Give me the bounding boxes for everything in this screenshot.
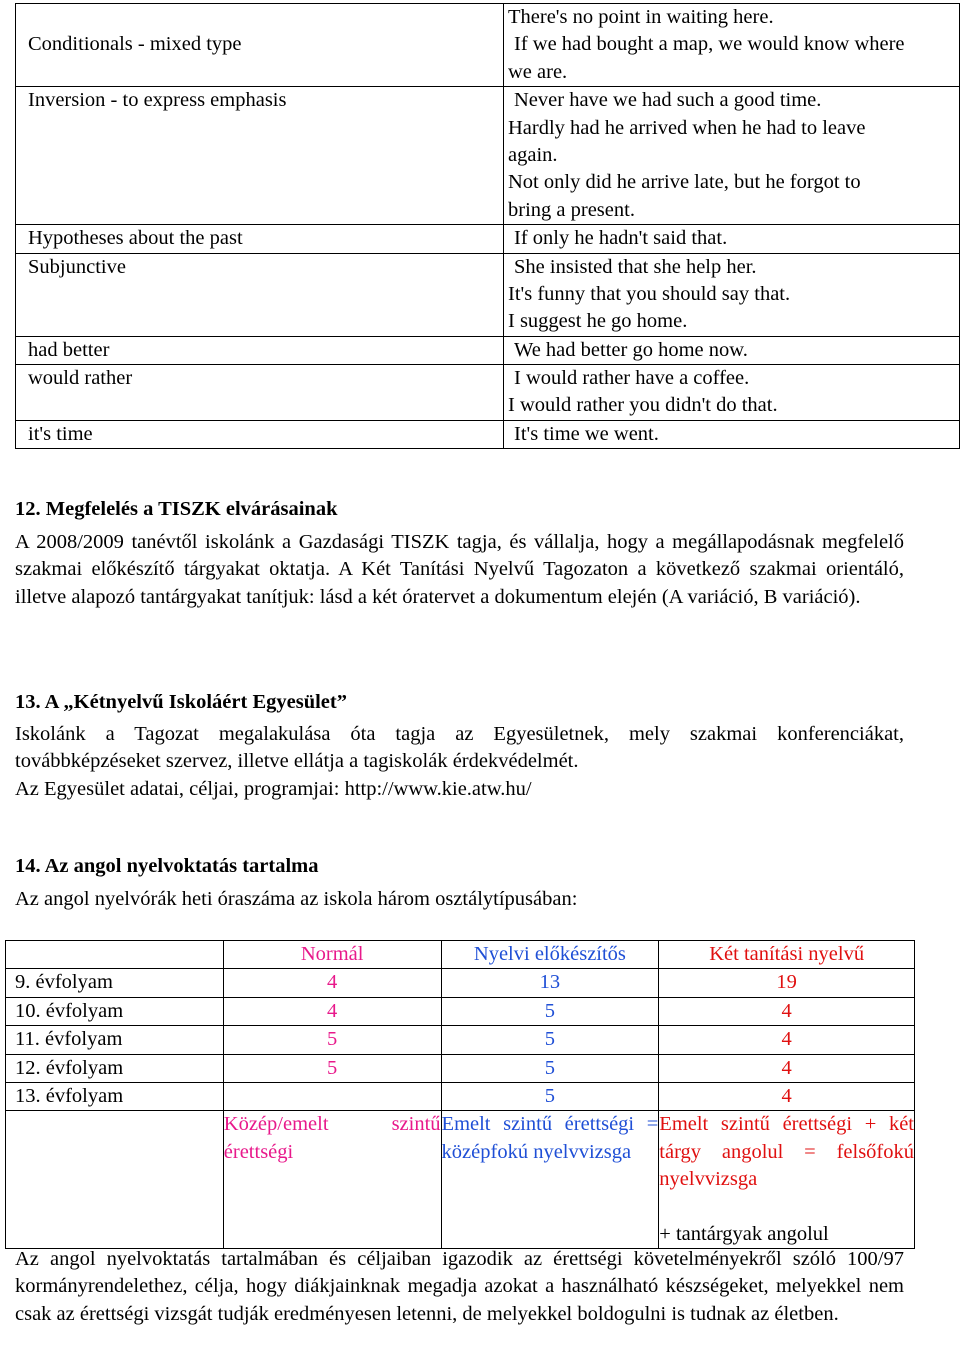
grammar-topic-cell [16,225,504,253]
hours-normal-value [223,1083,441,1111]
note-normal: Közép/emelt szintű érettségi [223,1111,441,1249]
hours-row-label: 11. évfolyam [6,1026,224,1054]
grammar-example-line: If we had bought a map, we would know where [514,33,905,56]
grammar-topic-line: Subjunctive [28,255,126,278]
section-13-title: 13. A „Kétnyelvű Iskoláért Egyesület” [15,691,347,713]
grammar-example-line: Not only did he arrive late, but he forgot to [508,171,861,194]
hours-nyelvi-value: 5 [441,997,659,1025]
grammar-example-line: It's funny that you should say that. [508,282,791,305]
grammar-topic-line: it's time [28,422,93,445]
grammar-example-cell [504,4,960,87]
grammar-example-cell [504,87,960,225]
hours-row [6,969,915,997]
hours-ket-value: 4 [659,1054,915,1082]
grammar-topic-cell [16,420,504,448]
grammar-example-line: She insisted that she help her. [514,255,757,278]
section-12-title: 12. Megfelelés a TISZK elvárásainak [15,498,338,520]
grammar-table [15,3,960,449]
grammar-topic-line: would rather [28,367,133,390]
grammar-topic-line: Hypotheses about the past [28,227,243,250]
hours-nyelvi-value: 13 [441,969,659,997]
note-nyelvi: Emelt szintű érettségi = középfokú nyelvvizsga [441,1111,659,1249]
hours-table-header-row [6,941,915,969]
grammar-example-line: bring a present. [508,198,635,221]
grammar-example-line: Hardly had he arrived when he had to leave [508,116,866,139]
grammar-row [16,253,960,336]
section-14-intro: Az angol nyelvórák heti óraszáma az iskola három osztálytípusában: [15,888,578,910]
grammar-topic-line: Inversion - to express emphasis [28,89,287,112]
header-empty [6,941,224,969]
grammar-example-cell [504,420,960,448]
note-ket-main: Emelt szintű érettségi + két tárgy angolul = felsőfokú nyelvvizsga [659,1113,914,1191]
grammar-topic-line: Conditionals - mixed type [28,33,242,56]
hours-normal-value: 4 [223,997,441,1025]
grammar-example-line: I suggest he go home. [508,310,688,333]
note-ket-extra: + tantárgyak angolul [659,1222,829,1245]
grammar-row [16,336,960,364]
hours-nyelvi-value: 5 [441,1054,659,1082]
final-paragraph: Az angol nyelvoktatás tartalmában és céljaiban igazodik az érettségi követelményekről szóló 100/97 kormányrendelethez, célja, hogy diákjainknak megadja azokat a használható készségeket, melyekkel nem csak az érettségi vizsgát tudják eredményesen letenni, de melyekkel boldogulni is tudnak az életben. [15,1248,904,1325]
grammar-example-line: again. [508,143,558,166]
grammar-topic-line [28,4,503,31]
grammar-topic-cell [16,4,504,87]
hours-row [6,1026,915,1054]
header-normal: Normál [223,941,441,969]
grammar-topic-cell [16,253,504,336]
hours-row-label: 9. évfolyam [6,969,224,997]
hours-ket-value: 4 [659,1026,915,1054]
grammar-row [16,4,960,87]
grammar-topic-cell [16,87,504,225]
hours-row-label: 13. évfolyam [6,1083,224,1111]
grammar-example-cell [504,365,960,421]
hours-notes-row [6,1111,915,1249]
note-ket-nyelvu [659,1111,915,1249]
grammar-topic-line: had better [28,338,110,361]
hours-table [5,940,915,1249]
grammar-example-cell [504,225,960,253]
hours-normal-value: 5 [223,1054,441,1082]
grammar-example-line: Never have we had such a good time. [514,89,822,112]
hours-ket-value: 19 [659,969,915,997]
section-13-link-line: Az Egyesület adatai, céljai, programjai: http://www.kie.atw.hu/ [15,777,532,800]
hours-row [6,1083,915,1111]
grammar-example-line: We had better go home now. [514,338,748,361]
grammar-example-line: It's time we went. [514,422,659,445]
hours-ket-value: 4 [659,997,915,1025]
hours-row [6,1054,915,1082]
grammar-row [16,365,960,421]
section-13-text: Iskolánk a Tagozat megalakulása óta tagja az Egyesületnek, mely szakmai konferenciákat, továbbképzéseket szervez, illetve ellátja a tagiskolák érdekvédelmét. [15,723,904,773]
section-14-title: 14. Az angol nyelvoktatás tartalma [15,855,319,877]
hours-row-label: 12. évfolyam [6,1054,224,1082]
grammar-example-cell [504,253,960,336]
grammar-topic-cell [16,336,504,364]
hours-normal-value: 4 [223,969,441,997]
grammar-example-line: If only he hadn't said that. [514,227,728,250]
hours-nyelvi-value: 5 [441,1083,659,1111]
grammar-example-line: I would rather have a coffee. [514,367,750,390]
hours-nyelvi-value: 5 [441,1026,659,1054]
grammar-row [16,420,960,448]
grammar-row [16,225,960,253]
hours-row [6,997,915,1025]
notes-empty [6,1111,224,1249]
grammar-example-line: There's no point in waiting here. [508,6,774,28]
grammar-example-line: we are. [508,60,568,83]
grammar-example-cell [504,336,960,364]
hours-row-label: 10. évfolyam [6,997,224,1025]
section-12-body: A 2008/2009 tanévtől iskolánk a Gazdasági TISZK tagja, és vállalja, hogy a megállapodásnak megfelelő szakmai előkészítő tárgyakat oktatja. A Két Tanítási Nyelvű Tagozaton a következő szakmai orientáló, illetve alapozó tantárgyakat tanítjuk: lásd a két óratervet a dokumentum elején (A variáció, B variáció). [15,531,904,608]
grammar-topic-cell [16,365,504,421]
hours-normal-value: 5 [223,1026,441,1054]
header-nyelvi: Nyelvi előkészítős [441,941,659,969]
grammar-example-line: I would rather you didn't do that. [508,394,778,417]
hours-ket-value: 4 [659,1083,915,1111]
section-13-body [15,721,904,803]
header-ket-nyelvu: Két tanítási nyelvű [659,941,915,969]
grammar-row [16,87,960,225]
